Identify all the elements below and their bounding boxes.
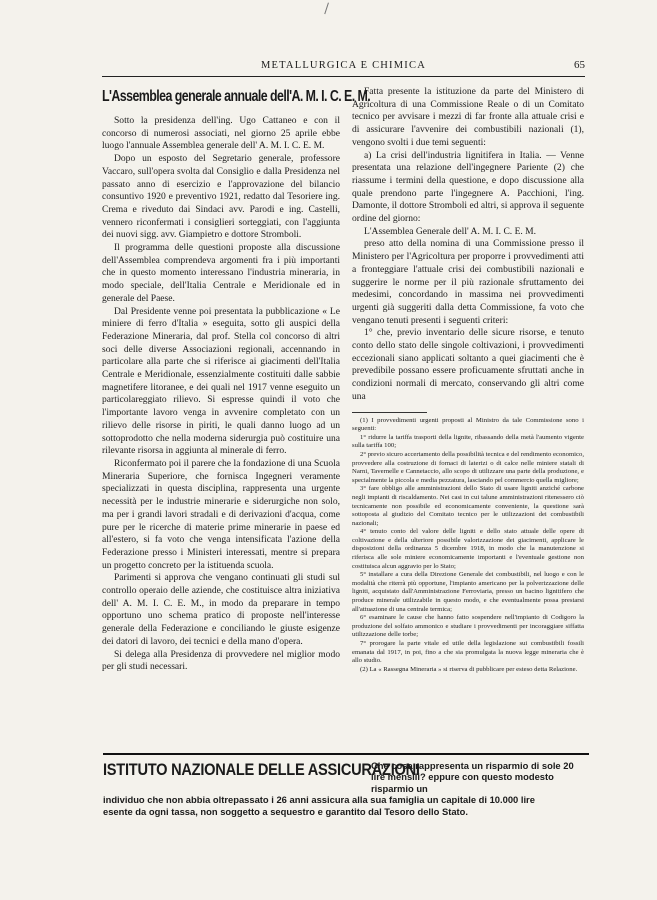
footnotes xyxy=(352,417,584,675)
footnote: 2° previo sicuro accertamento della possibilità tecnica e del rendimento economico, provvedere alla costruzione di fornaci di laterizi o di calce nelle miniere statali di Narni, Tavernelle e Cannetaccio, allo scopo di utilizzare una parte della produzione, e specialmente la piccola e media pezzatura, lasciando pel commercio quella migliore; xyxy=(352,450,584,484)
footnote: 6° esaminare le cause che hanno fatto sospendere nell'impianto di Codigoro la produzione del solfato ammonico e studiare i provvedimenti per incoraggiare siffatta utilizzazione delle torbe; xyxy=(352,614,584,639)
footnote: 4° tenuto conto del valore delle ligniti e dello stato attuale delle opere di coltivazione e della ulteriore possibile valorizzazione dei giacimenti, applicare le disposizioni della ordinanza 5 dicembre 1918, in modo che la manutenzione si riferisca alle sole miniere economicamente importanti e l'eventuale gestione non costituisca alcun aggravio per lo Stato; xyxy=(352,528,584,570)
paragraph: Dopo un esposto del Segretario generale, professore Vaccaro, sull'opera svolta dal Consiglio e dalla Presidenza nel passato anno di esercizio e l'approvazione del bilancio consuntivo 1920 e preventivo 1921, redatto dal Tesoriere ing. Crema e riveduto dai Sindaci avv. Parodi e ing. Castelli, vennero riconfermati i consiglieri sorteggiati, con l'aggiunta dei nuovi sigg. avv. Giampietro e dottore Stromboli. xyxy=(102,153,340,241)
footnote: 7° prorogare la parte vitale ed utile della legislazione sui combustibili fossili emanata dal 1917, in poi, fino a che sia promulgata la nuova legge mineraria che è allo studio. xyxy=(352,640,584,665)
paragraph: Dal Presidente venne poi presentata la pubblicazione « Le miniere di ferro d'Italia » eseguita, sotto gli auspici della Federazione Mineraria, dal prof. Stella col concorso di altri soci delle diverse Associazioni regionali, accennando in particolare alla parte che si riferisce ai giacimenti dell'Italia Centrale e Meridionale, essenzialmente costituiti dalle sabbie magnetifere litoranee, e dei quali nel 1917 venne eseguito un particolareggiato rilievo. Si espresse quindi il voto che l'importante lavoro venga in avvenire completato con un rilievo delle risorse in piriti, le quali danno luogo ad un sottoprodotto che nella moderna siderurgia può costituire una rilevante risorsa in aggiunta al minerale di ferro. xyxy=(102,305,340,457)
header-rule xyxy=(102,76,585,77)
paragraph: Sotto la presidenza dell'ing. Ugo Cattaneo e con il concorso di numerosi associati, nel giorno 25 aprile ebbe luogo l'annuale Assemblea generale dell' A. M. I. C. E. M. xyxy=(102,115,340,152)
page-number: 65 xyxy=(574,59,585,71)
left-column xyxy=(102,86,371,674)
pencil-mark xyxy=(324,3,332,16)
right-column xyxy=(352,86,584,674)
paragraph: 1° che, previo inventario delle sicure risorse, e tenuto conto dello stato delle singole coltivazioni, i provvedimenti eccezionali siano applicati soltanto a quei giacimenti che è prevedibile possano essere proficuamente sfruttati anche in condizioni normali di mercato, conservando gli altri come una xyxy=(352,327,584,402)
advertisement-text-line: individuo che non abbia oltrepassato i 26 anni assicura alla sua famiglia un capitale di 10.000 lire xyxy=(103,794,535,806)
advertisement-banner xyxy=(103,753,589,818)
paragraph: Parimenti si approva che vengano continuati gli studi sul controllo operaio delle aziende, che costituisce altra iniziativa dell' A. M. I. C. E. M., in modo da preparare in tempo opportuno uno schema pratico di proposte nell'interesse generale della Federazione e conciliando le giuste esigenze dei datori di lavoro, dei tecnici e della mano d'opera. xyxy=(102,572,340,647)
paragraph: preso atto della nomina di una Commissione presso il Ministero per l'Agricoltura per proporre i provvedimenti atti a fronteggiare l'attuale crisi dei combustibili nazionali e suggerire le norme per il più razionale sfruttamento dei medesimi, concordando in massima nei provvedimenti urgenti già suggeriti dalla detta Commissione, fa voto che vengano tenuti presenti i seguenti criteri: xyxy=(352,238,584,326)
advertisement-title: ISTITUTO NAZIONALE DELLE ASSICURAZIONI xyxy=(103,760,420,779)
footnote: (1) I provvedimenti urgenti proposti al Ministro da tale Commissione sono i seguenti: xyxy=(352,416,584,433)
paragraph: Fatta presente la istituzione da parte del Ministero di Agricoltura di una Commissione Reale o di un Comitato tecnico per avvisare i mezzi di far fronte alla attuale crisi e di assicurare l'avvenire dei combustibili nazionali (1), vengono svolti i due temi seguenti: xyxy=(352,86,584,148)
paragraph: L'Assemblea Generale dell' A. M. I. C. E. M. xyxy=(364,225,537,237)
footnote: 5° installare a cura della Direzione Generale dei combustibili, nel luogo e con le modalità che riterrà più opportune, l'impianto americano per la polverizzazione delle ligniti, acquistato dall'Amministrazione Ferroviaria, presso un bacino lignitifero che produce minerale utilizzabile in questo modo, e che eventualmente possa prestarsi all'attuazione di una centrale termica; xyxy=(352,571,584,613)
paragraph: Il programma delle questioni proposte alla discussione dell'Assemblea comprendeva argomenti fra i più importanti che in questo momento interessano l'industria mineraria, in modo speciale, dell'Italia Centrale e Meridionale ed in generale del Paese. xyxy=(102,242,340,304)
footnote: (2) La « Rassegna Mineraria » si riserva di pubblicare per esteso detta Relazione. xyxy=(360,665,578,673)
footnote: 3° fare obbligo alle amministrazioni dello Stato di usare ligniti anziché carbone negli impianti di riscaldamento. Nei casi in cui talune amministrazioni ritenessero ciò tecnicamente non possibile ed economicamente conveniente, la questione sarà sottoposta al giudizio del Comitato tecnico per le utilizzazioni dei combustibili nazionali; xyxy=(352,485,584,527)
footnote: 1° ridurre la tariffa trasporti della lignite, ribassando della metà l'aumento vigente sulla tariffa 100; xyxy=(352,433,584,450)
paragraph: a) La crisi dell'industria lignitifera in Italia. — Venne presentata una relazione dell'ingegnere Pariente (2) che riassume i termini della questione, e dopo discussione alla quale prendono parte l'ingegnere A. Pacchioni, l'ing. Damonte, il dottore Stromboli ed altri, si approva il seguente ordine del giorno: xyxy=(352,149,584,225)
advertisement-text-line: esente da ogni tassa, non soggetto a sequestro e garantito dal Tesoro dello Stato. xyxy=(103,805,468,817)
running-title: METALLURGICA E CHIMICA xyxy=(261,60,426,71)
footnote-rule xyxy=(352,412,427,413)
paragraph: Si delega alla Presidenza di provvedere nel miglior modo per gli studi necessari. xyxy=(102,648,340,673)
advertisement-text-line: Che cosa rappresenta un risparmio di sole 20 lire mensili? eppure con questo modesto risparmio un xyxy=(371,760,574,794)
running-header xyxy=(102,60,585,74)
paragraph: Riconfermato poi il parere che la fondazione di una Scuola Mineraria Superiore, che fornisca Ingegneri veramente specializzati in questa disciplina, rappresenta una urgente necessità per le industrie minerarie e siderurgiche non solo, ma per i grandi lavori stradali e di derivazioni d'acqua, come pure per le ricerche di materie prime minerarie in paese ed all'estero, si fa voto che venga intensificata l'azione della Federazione presso i Ministeri interessati, mentre si prepara un progetto concreto per la istituenda scuola. xyxy=(102,457,340,571)
article-title: L'Assemblea generale annuale dell'A. M. I. C. E. M. xyxy=(102,88,371,105)
